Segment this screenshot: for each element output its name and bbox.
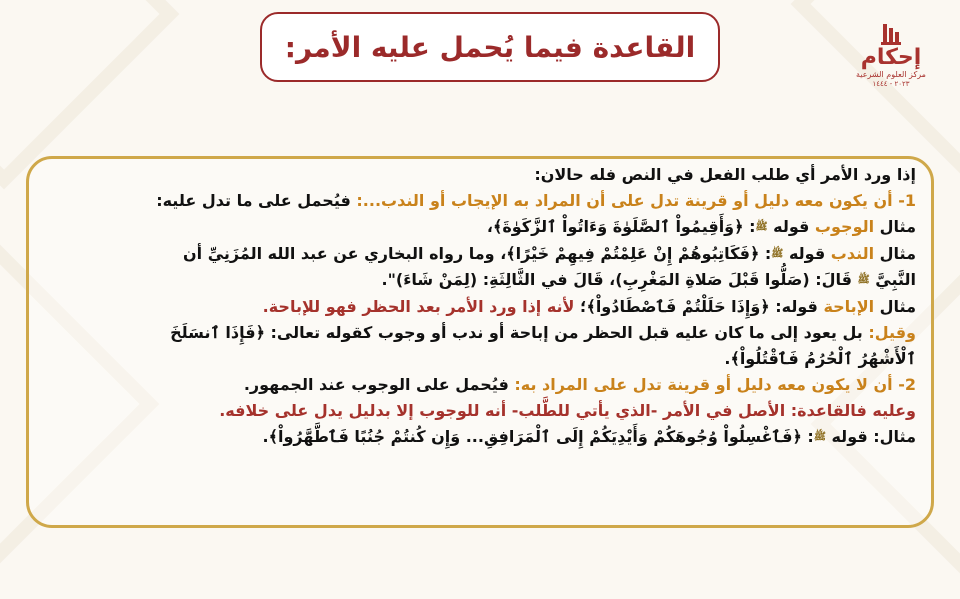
logo	[844, 24, 938, 94]
content-text	[40, 162, 916, 450]
permissibility-example-line: مثال الإباحة قوله: ﴿وَإِذَا حَلَلْتُمْ فَٱصْطَادُواْ﴾؛ لأنه إذا ورد الأمر بعد الحظر فهو للإباحة.	[262, 296, 916, 316]
logo-subtitle: مركز العلوم الشرعية	[856, 70, 926, 79]
logo-wordmark: إحكام	[860, 45, 922, 70]
intro-line: إذا ورد الأمر أي طلب الفعل في النص فله حالان:	[534, 165, 916, 184]
honorific-icon: ﷺ	[771, 248, 784, 259]
obligation-example-line: مثال الوجوب قوله ﷺ: ﴿وَأَقِيمُواْ ٱلصَّلَوٰةَ وَءَاتُواْ ٱلزَّكَوٰةَ﴾،	[486, 217, 916, 236]
honorific-icon: ﷺ	[755, 221, 768, 233]
alternative-opinion-continuation: ٱلْأَشْهُرُ ٱلْحُرُمُ فَٱقْتُلُواْ﴾.	[724, 348, 916, 368]
honorific-icon: ﷺ	[813, 431, 826, 442]
slide-title-box	[260, 12, 720, 82]
logo-mark-icon	[879, 24, 903, 46]
rule-line: وعليه فالقاعدة: الأصل في الأمر -الذي يأتي للطَّلب- أنه للوجوب إلا بدليل يدل على خلافه.	[219, 400, 916, 420]
alternative-opinion-line: وقيل: بل يعود إلى ما كان عليه قبل الحظر من إباحة أو ندب أو وجوب كقوله تعالى: ﴿فَإِذَا ٱنسَلَخَ	[170, 322, 916, 342]
slide-title: القاعدة فيما يُحمل عليه الأمر:	[284, 30, 696, 64]
hadith-line: النَّبِيَّ ﷺ قَالَ: (صَلُّوا قَبْلَ صَلاةِ المَغْرِبِ)، قَالَ في الثَّالِثَةِ: (لِمَنْ شَاءَ)".	[381, 270, 916, 289]
case-1-line: 1- أن يكون معه دليل أو قرينة تدل على أن المراد به الإيجاب أو الندب...: فيُحمل على ما تدل عليه:	[156, 191, 916, 210]
logo-subtitle-2: ٢٠٢٣ - ١٤٤٤	[872, 80, 910, 88]
recommendation-example-line: مثال الندب قوله ﷺ: ﴿فَكَاتِبُوهُمْ إِنْ عَلِمْتُمْ فِيهِمْ خَيْرًا﴾، وما رواه البخاري عن عبد الله المُزَنِيِّ أن	[182, 243, 916, 263]
final-example-line: مثال: قوله ﷺ: ﴿فَٱغْسِلُواْ وُجُوهَكُمْ وَأَيْدِيَكُمْ إِلَى ٱلْمَرَافِقِ... وَإِن كُنتُمْ جُنُبًا فَٱطَّهَّرُواْ﴾.	[262, 426, 916, 446]
case-2-line: 2- أن لا يكون معه دليل أو قرينة تدل على المراد به: فيُحمل على الوجوب عند الجمهور.	[243, 374, 916, 394]
honorific-icon: ﷺ	[857, 274, 870, 286]
